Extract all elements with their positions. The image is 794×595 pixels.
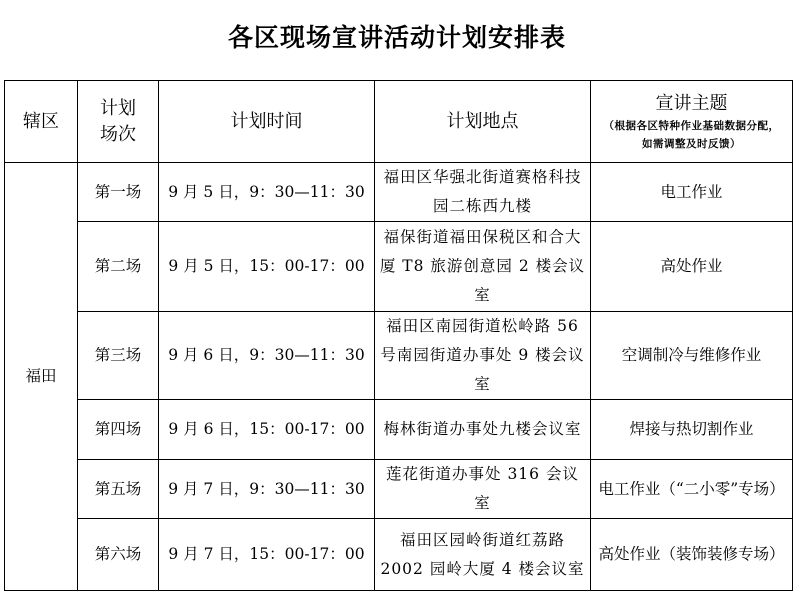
location-cell: 福田区南园街道松岭路 56 号南园街道办事处 9 楼会议室 [375,312,591,400]
session-cell: 第二场 [78,222,159,312]
time-cell: 9 月 6 日，9：30—11：30 [159,312,375,400]
session-cell: 第五场 [78,460,159,519]
location-cell: 福保街道福田保税区和合大厦 T8 旅游创意园 2 楼会议室 [375,222,591,312]
time-cell: 9 月 7 日，9：30—11：30 [159,460,375,519]
header-district: 辖区 [5,81,78,163]
header-location: 计划地点 [375,81,591,163]
session-cell: 第一场 [78,163,159,222]
district-cell: 福田 [5,163,78,591]
header-theme [591,81,793,163]
theme-cell: 电工作业 [591,163,793,222]
time-cell: 9 月 5 日，15：00-17：00 [159,222,375,312]
header-theme-note: （根据各区特种作业基础数据分配，如需调整及时反馈） [603,119,780,150]
header-theme-label: 宣讲主题 [655,92,728,114]
theme-cell: 高处作业（装饰装修专场） [591,519,793,591]
theme-cell: 空调制冷与维修作业 [591,312,793,400]
table-row [5,519,793,591]
location-cell: 福田区园岭街道红荔路 2002 园岭大厦 4 楼会议室 [375,519,591,591]
theme-cell: 焊接与热切割作业 [591,400,793,460]
location-cell: 梅林街道办事处九楼会议室 [375,400,591,460]
theme-cell: 高处作业 [591,222,793,312]
time-cell: 9 月 5 日，9：30—11：30 [159,163,375,222]
header-session: 计划场次 [78,81,159,163]
table-row [5,163,793,222]
location-cell: 福田区华强北街道赛格科技园二栋西九楼 [375,163,591,222]
time-cell: 9 月 7 日，15：00-17：00 [159,519,375,591]
time-cell: 9 月 6 日，15：00-17：00 [159,400,375,460]
session-cell: 第三场 [78,312,159,400]
session-cell: 第六场 [78,519,159,591]
table-row [5,222,793,312]
table-row [5,312,793,400]
header-time: 计划时间 [159,81,375,163]
page-title: 各区现场宣讲活动计划安排表 [227,23,566,52]
table-row [5,400,793,460]
table-header-row [5,81,793,163]
table-row [5,460,793,519]
theme-cell: 电工作业（“二小零”专场） [591,460,793,519]
schedule-table [4,80,793,591]
location-cell: 莲花街道办事处 316 会议室 [375,460,591,519]
session-cell: 第四场 [78,400,159,460]
